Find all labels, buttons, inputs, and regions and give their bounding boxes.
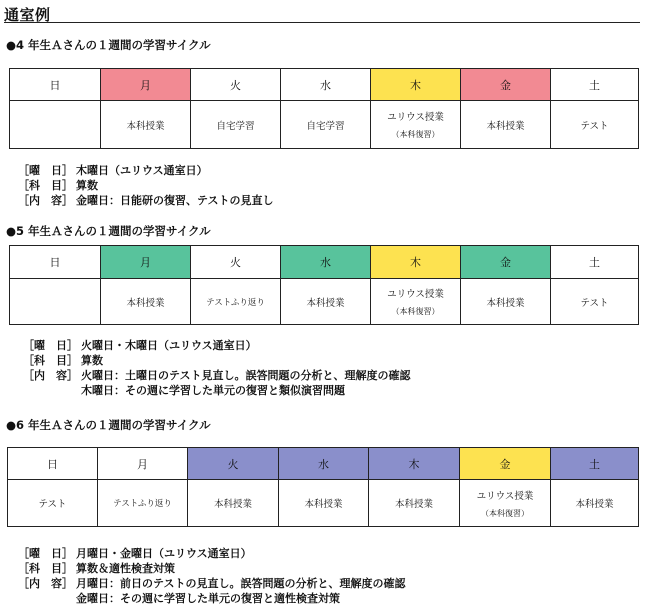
day-header-fri: 金	[461, 246, 551, 279]
activity-label: 自宅学習	[216, 120, 255, 132]
activity-cell-thu	[369, 480, 460, 527]
note-label: ［科 目］	[18, 562, 73, 575]
note-row-content	[18, 576, 406, 591]
note-label: ［曜 日］	[18, 164, 73, 177]
section-heading-grade6: ●6 年生Ａさんの１週間の学習サイクル	[6, 418, 211, 432]
activity-label: 本科授業	[306, 297, 345, 309]
day-header-sun: 日	[8, 448, 98, 480]
day-header-tue: 火	[191, 69, 281, 101]
activity-label: 本科授業	[486, 120, 525, 132]
day-header-tue: 火	[191, 246, 281, 279]
activity-cell-fri	[460, 480, 551, 527]
day-header-thu: 木	[371, 69, 461, 101]
activity-note: （本科復習）	[391, 130, 440, 139]
activity-cell-mon	[101, 279, 191, 325]
activity-cell-mon	[98, 480, 188, 527]
day-header-sun: 日	[10, 69, 101, 101]
note-value: 算数＆適性検査対策	[76, 562, 175, 575]
note-row-content-cont	[23, 383, 411, 398]
activity-label: 自宅学習	[306, 120, 345, 132]
page-title: 通室例	[4, 6, 51, 24]
note-value: 月曜日：前日のテストの見直し。誤答問題の分析と、理解度の確認	[76, 577, 406, 590]
activity-label: テスト	[38, 499, 67, 510]
day-header-wed: 水	[281, 69, 371, 101]
note-label	[18, 591, 76, 606]
activity-label: 本科授業	[213, 499, 252, 510]
activity-cell-sat	[551, 279, 639, 325]
activity-label: 本科授業	[486, 297, 525, 309]
note-value: 火曜日：土曜日のテスト見直し。誤答問題の分析と、理解度の確認	[81, 369, 411, 382]
day-header-sat: 土	[551, 448, 639, 480]
note-row-day	[23, 338, 411, 353]
day-header-thu: 木	[369, 448, 460, 480]
note-row-subject	[18, 561, 406, 576]
note-row-content-cont	[18, 591, 406, 606]
section-heading-grade5: ●5 年生Ａさんの１週間の学習サイクル	[6, 224, 211, 238]
activity-label: 本科授業	[126, 297, 165, 309]
day-header-mon: 月	[101, 69, 191, 101]
notes-grade6	[18, 546, 406, 606]
activity-label: 本科授業	[575, 499, 614, 510]
day-header-sat: 土	[551, 69, 639, 101]
activity-note: （本科復習）	[391, 307, 440, 316]
activity-cell-mon	[101, 101, 191, 149]
note-row-day	[18, 163, 274, 178]
activity-cell-tue	[191, 101, 281, 149]
activity-label: ユリウス授業	[387, 112, 444, 123]
notes-grade4	[18, 163, 274, 208]
activity-label: テスト	[580, 297, 609, 309]
activity-label: ユリウス授業	[387, 289, 444, 300]
notes-grade5	[23, 338, 411, 398]
note-value: 火曜日・木曜日（ユリウス通室日）	[81, 339, 257, 352]
note-value: 算数	[81, 354, 103, 367]
day-header-wed: 水	[279, 448, 369, 480]
note-label: ［内 容］	[18, 194, 73, 207]
day-header-sat: 土	[551, 246, 639, 279]
day-header-thu: 木	[371, 246, 461, 279]
activity-label: 本科授業	[126, 120, 165, 132]
note-label: ［曜 日］	[23, 339, 78, 352]
note-value: 木曜日（ユリウス通室日）	[76, 164, 208, 177]
schedule-table-grade4	[9, 68, 639, 149]
activity-cell-tue	[191, 279, 281, 325]
schedule-table-grade5	[9, 245, 639, 325]
activity-cell-sun	[10, 279, 101, 325]
activity-cell-wed	[281, 101, 371, 149]
note-label	[23, 383, 81, 398]
activity-cell-sun	[8, 480, 98, 527]
note-label: ［内 容］	[23, 369, 78, 382]
note-label: ［曜 日］	[18, 547, 73, 560]
note-row-content	[18, 193, 274, 208]
day-header-sun: 日	[10, 246, 101, 279]
note-label: ［科 目］	[23, 354, 78, 367]
note-value: 金曜日：日能研の復習、テストの見直し	[76, 194, 274, 207]
activity-label: テストふり返り	[113, 499, 172, 509]
note-value: 月曜日・金曜日（ユリウス通室日）	[76, 547, 252, 560]
note-row-subject	[18, 178, 274, 193]
activity-cell-sun	[10, 101, 101, 149]
day-header-mon: 月	[101, 246, 191, 279]
note-value: 算数	[76, 179, 98, 192]
activity-cell-sat	[551, 101, 639, 149]
schedule-table-grade6	[7, 447, 639, 527]
note-value: 木曜日：その週に学習した単元の復習と類似演習問題	[81, 384, 345, 397]
note-row-day	[18, 546, 406, 561]
day-header-wed: 水	[281, 246, 371, 279]
title-underline	[4, 22, 640, 23]
day-header-fri: 金	[461, 69, 551, 101]
activity-cell-thu	[371, 279, 461, 325]
activity-cell-wed	[281, 279, 371, 325]
activity-label: テストふり返り	[206, 297, 265, 308]
activity-cell-tue	[188, 480, 279, 527]
activity-label: 本科授業	[394, 499, 433, 510]
activity-label: 本科授業	[304, 499, 343, 510]
activity-label: ユリウス授業	[476, 490, 534, 502]
day-header-tue: 火	[188, 448, 279, 480]
note-value: 金曜日：その週に学習した単元の復習と適性検査対策	[76, 592, 340, 605]
activity-cell-fri	[461, 279, 551, 325]
section-heading-grade4: ●4 年生Ａさんの１週間の学習サイクル	[6, 38, 211, 52]
activity-note: （本科復習）	[481, 508, 529, 518]
note-label: ［内 容］	[18, 577, 73, 590]
day-header-mon: 月	[98, 448, 188, 480]
activity-cell-sat	[551, 480, 639, 527]
activity-cell-wed	[279, 480, 369, 527]
note-label: ［科 目］	[18, 179, 73, 192]
activity-cell-fri	[461, 101, 551, 149]
activity-cell-thu	[371, 101, 461, 149]
note-row-content	[23, 368, 411, 383]
note-row-subject	[23, 353, 411, 368]
day-header-fri: 金	[460, 448, 551, 480]
activity-label: テスト	[580, 120, 609, 132]
